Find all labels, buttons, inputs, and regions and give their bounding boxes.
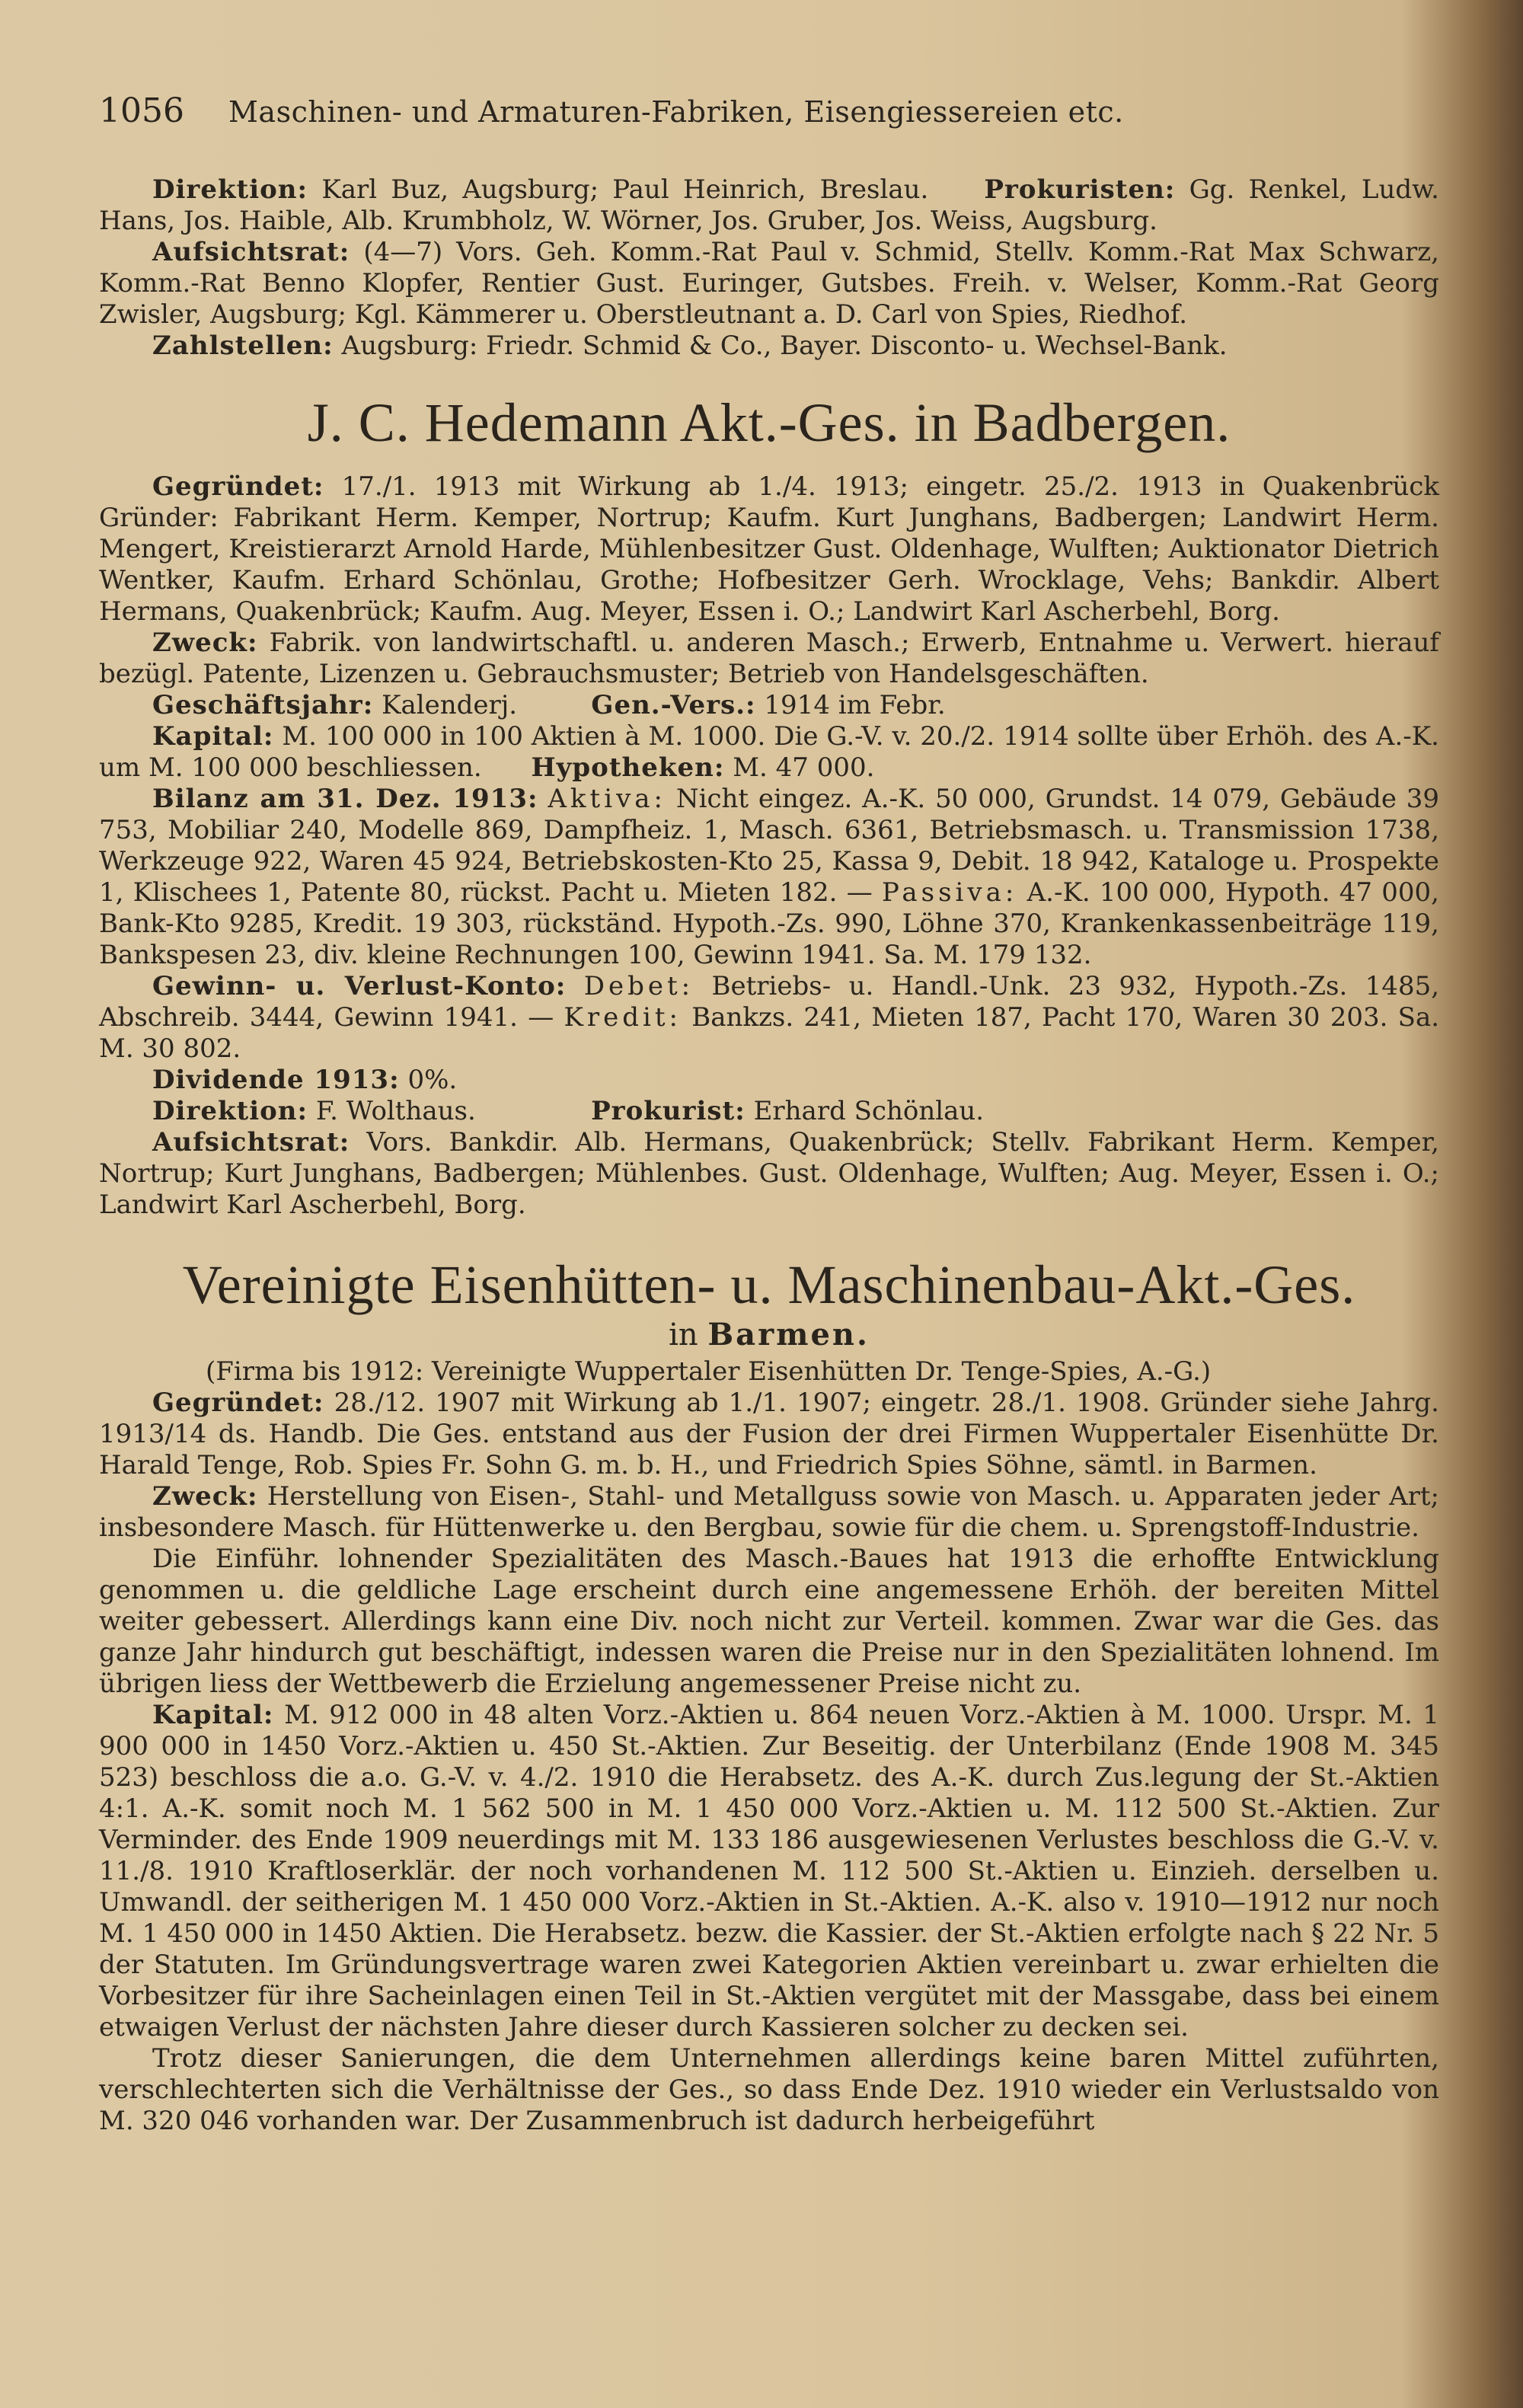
- label: Aufsichtsrat:: [152, 237, 350, 267]
- text: Kalenderj.: [382, 690, 518, 720]
- hedemann-guv: [99, 971, 1439, 1065]
- label: Kapital:: [152, 1700, 274, 1730]
- text: F. Wolthaus.: [315, 1096, 476, 1126]
- hedemann-aufsichtsrat: [99, 1127, 1439, 1221]
- vereinigte-firma: (Firma bis 1912: Vereinigte Wuppertaler Eisenhütten Dr. Tenge-Spies, A.-G.): [206, 1356, 1212, 1387]
- text: Karl Buz, Augsburg; Paul Heinrich, Breslau.: [321, 174, 929, 205]
- text: Vors. Bankdir. Alb. Hermans, Quakenbrück; Stellv. Fabrikant Herm. Kemper, Nortrup; Kurt Junghans, Badbergen; Mühlenbes. Gust. Oldenhage, Wulften; Aug. Meyer, Essen i. O.; Landwirt Karl Ascherbehl, Borg.: [99, 1127, 1439, 1220]
- text: A.-K. 100 000, Hypoth. 47 000, Bank-Kto 9285, Kredit. 19 303, rückständ. Hypoth.-Zs. 990, Löhne 370, Krankenkassenbeiträge 119, Bankspesen 23, div. kleine Rechnungen 100, Gewinn 1941. Sa. M. 179 132.: [99, 877, 1439, 970]
- label: Prokurist:: [591, 1096, 746, 1126]
- vereinigte-trotz: Trotz dieser Sanierungen, die dem Unternehmen allerdings keine baren Mittel zuführten, verschlechterten sich die Verhältnisse der Ges., so dass Ende Dez. 1910 wieder ein Verlustsaldo von M. 320 046 vorhanden war. Der Zusammenbruch ist dadurch herbeigeführt: [99, 2043, 1439, 2136]
- label: Prokuristen:: [984, 174, 1176, 205]
- text: Herstellung von Eisen-, Stahl- und Metallguss sowie von Masch. u. Apparaten jeder Art; insbesondere Masch. für Hüttenwerke u. den Bergbau, sowie für die chem. u. Sprengstoff-Industrie.: [99, 1481, 1439, 1543]
- text: Betriebs- u. Handl.-Unk. 23 932, Hypoth.-Zs. 1485, Abschreib. 3444, Gewinn 1941. —: [99, 971, 1440, 1033]
- label: Direktion:: [152, 1096, 308, 1126]
- vereinigte-kapital: [99, 1700, 1439, 2043]
- text: Nicht eingez. A.-K. 50 000, Grundst. 14 079, Gebäude 39 753, Mobiliar 240, Modelle 869, Dampfheiz. 1, Masch. 6361, Betriebsmasch. u. Transmission 1738, Werkzeuge 922, Waren 45 924, Betriebskosten-Kto 25, Kassa 9, Debit. 18 942, Kataloge u. Prospekte 1, Klischees 1, Patente 80, rückst. Pacht u. Mieten 182. —: [99, 784, 1440, 908]
- text: (4—7) Vors. Geh. Komm.-Rat Paul v. Schmid, Stellv. Komm.-Rat Max Schwarz, Komm.-Rat Benno Klopfer, Rentier Gust. Euringer, Gutsbes. Freih. v. Welser, Komm.-Rat Georg Zwisler, Augsburg; Kgl. Kämmerer u. Oberstleutnant a. D. Carl von Spies, Riedhof.: [99, 237, 1439, 330]
- hedemann-geschaeftsjahr: [99, 690, 1439, 721]
- running-title: Maschinen- und Armaturen-Fabriken, Eisengiessereien etc.: [228, 95, 1124, 129]
- location-prefix: in: [669, 1317, 698, 1353]
- hedemann-bilanz: [99, 784, 1439, 971]
- page-content: [99, 91, 1439, 2137]
- location-city: Barmen.: [707, 1317, 870, 1353]
- text: Fabrik. von landwirtschaftl. u. anderen Masch.; Erwerb, Entnahme u. Verwert. hierauf bezügl. Patente, Lizenzen u. Gebrauchsmuster; Betrieb von Handelsgeschäften.: [99, 628, 1440, 689]
- label: Aufsichtsrat:: [152, 1127, 350, 1158]
- label: Gegründet:: [152, 1388, 324, 1418]
- label: Geschäftsjahr:: [152, 690, 374, 720]
- text: M. 47 000.: [733, 752, 875, 783]
- hedemann-dividende: [99, 1065, 1439, 1096]
- vereinigte-einfuehr: Die Einführ. lohnender Spezialitäten des Masch.-Baues hat 1913 die erhoffte Entwicklung genommen u. die geldliche Lage erscheint durch eine angemessene Erhöh. der bereiten Mittel weiter gebessert. Allerdings kann eine Div. noch nicht zur Verteil. kommen. Zwar war die Ges. das ganze Jahr hindurch gut beschäftigt, indessen waren die Preise nur in den Spezialitäten lohnend. Im übrigen liess der Wettbewerb die Erzielung angemessener Preise nicht zu.: [99, 1544, 1439, 1699]
- page-number: 1056: [99, 91, 184, 130]
- hedemann-direktion: [99, 1096, 1439, 1127]
- prev-direktion: [99, 174, 1439, 237]
- page-header: [99, 91, 1439, 130]
- text: 28./12. 1907 mit Wirkung ab 1./1. 1907; eingetr. 28./1. 1908. Gründer siehe Jahrg. 1913/14 ds. Handb. Die Ges. entstand aus der Fusion der drei Firmen Wuppertaler Eisenhütte Dr. Harald Tenge, Rob. Spies Fr. Sohn G. m. b. H., und Friedrich Spies Söhne, sämtl. in Barmen.: [99, 1388, 1439, 1480]
- company-location: [99, 1317, 1439, 1353]
- hedemann-zweck: [99, 628, 1439, 690]
- label: Debet:: [583, 971, 694, 1001]
- text: 1914 im Febr.: [764, 690, 946, 720]
- label: Zahlstellen:: [152, 331, 334, 361]
- text: M. 100 000 in 100 Aktien à M. 1000. Die G.-V. v. 20./2. 1914 sollte über Erhöh. des A.-K. um M. 100 000 beschliessen.: [99, 721, 1439, 783]
- label: Kapital:: [152, 721, 274, 752]
- label: Gen.-Vers.:: [591, 690, 756, 720]
- hedemann-gegruendet: [99, 471, 1439, 628]
- company-title-hedemann: J. C. Hedemann Akt.-Ges. in Badbergen.: [307, 392, 1231, 453]
- text: Bankzs. 241, Mieten 187, Pacht 170, Waren 30 203. Sa. M. 30 802.: [99, 1002, 1440, 1064]
- label: Direktion:: [152, 174, 308, 205]
- label: Gewinn- u. Verlust-Konto:: [152, 971, 567, 1001]
- hedemann-kapital: [99, 721, 1439, 784]
- label: Hypotheken:: [531, 752, 725, 783]
- label: Zweck:: [152, 628, 258, 658]
- text: Gg. Renkel, Ludw. Hans, Jos. Haible, Alb. Krumbholz, W. Wörner, Jos. Gruber, Jos. Weiss, Augsburg.: [99, 174, 1439, 236]
- label: Dividende 1913:: [152, 1065, 400, 1095]
- text: Gründer: Fabrikant Herm. Kemper, Nortrup; Kaufm. Kurt Junghans, Badbergen; Landwirt Herm. Mengert, Kreistierarzt Arnold Harde, Mühlenbesitzer Gust. Oldenhage, Wulften; Auktionator Dietrich Wentker, Kaufm. Erhard Schönlau, Grothe; Hofbesitzer Gerh. Wrocklage, Vehs; Bankdir. Albert Hermans, Quakenbrück; Kaufm. Aug. Meyer, Essen i. O.; Landwirt Karl Ascherbehl, Borg.: [99, 503, 1439, 627]
- label: Kredit:: [564, 1002, 682, 1033]
- label: Passiva:: [882, 877, 1018, 908]
- label: Gegründet:: [152, 471, 324, 502]
- prev-aufsichtsrat: [99, 237, 1439, 331]
- text: 17./1. 1913 mit Wirkung ab 1./4. 1913; eingetr. 25./2. 1913 in Quakenbrück: [341, 471, 1439, 502]
- company-title-vereinigte: Vereinigte Eisenhütten- u. Maschinenbau-Akt.-Ges.: [182, 1254, 1356, 1315]
- text: Erhard Schönlau.: [753, 1096, 985, 1126]
- text: 0%.: [407, 1065, 458, 1095]
- text: M. 912 000 in 48 alten Vorz.-Aktien u. 864 neuen Vorz.-Aktien à M. 1000. Urspr. M. 1 900 000 in 1450 Vorz.-Aktien u. 450 St.-Aktien. Zur Beseitig. der Unterbilanz (Ende 1908 M. 345 523) beschloss die a.o. G.-V. v. 4./2. 1910 die Herabsetz. des A.-K. durch Zus.legung der St.-Aktien 4:1. A.-K. somit noch M. 1 562 500 in M. 1 450 000 Vorz.-Aktien u. M. 112 500 St.-Aktien. Zur Verminder. des Ende 1909 neuerdings mit M. 133 186 ausgewiesenen Verlustes beschloss die G.-V. v. 11./8. 1910 Kraftloserklär. der noch vorhandenen M. 112 500 St.-Aktien u. Einzieh. derselben u. Umwandl. der seitherigen M. 1 450 000 Vorz.-Aktien in St.-Aktien. A.-K. also v. 1910—1912 nur noch M. 1 450 000 in 1450 Aktien. Die Herabsetz. bezw. die Kassier. der St.-Aktien erfolgte nach § 22 Nr. 5 der Statuten. Im Gründungsvertrage waren zwei Kategorien Aktien vereinbart u. zwar erhielten die Vorbesitzer für ihre Sacheinlagen einen Teil in St.-Aktien vergütet mit der Massgabe, dass bei einem etwaigen Verlust der nächsten Jahre dieser durch Kassieren solcher zu decken sei.: [99, 1700, 1440, 2042]
- text: Augsburg: Friedr. Schmid & Co., Bayer. Disconto- u. Wechsel-Bank.: [341, 331, 1228, 361]
- vereinigte-gegruendet: [99, 1388, 1439, 1481]
- vereinigte-zweck: [99, 1481, 1439, 1544]
- label: Bilanz am 31. Dez. 1913:: [152, 784, 538, 814]
- label: Aktiva:: [548, 784, 667, 814]
- label: Zweck:: [152, 1481, 258, 1512]
- prev-zahlstellen: [99, 331, 1439, 362]
